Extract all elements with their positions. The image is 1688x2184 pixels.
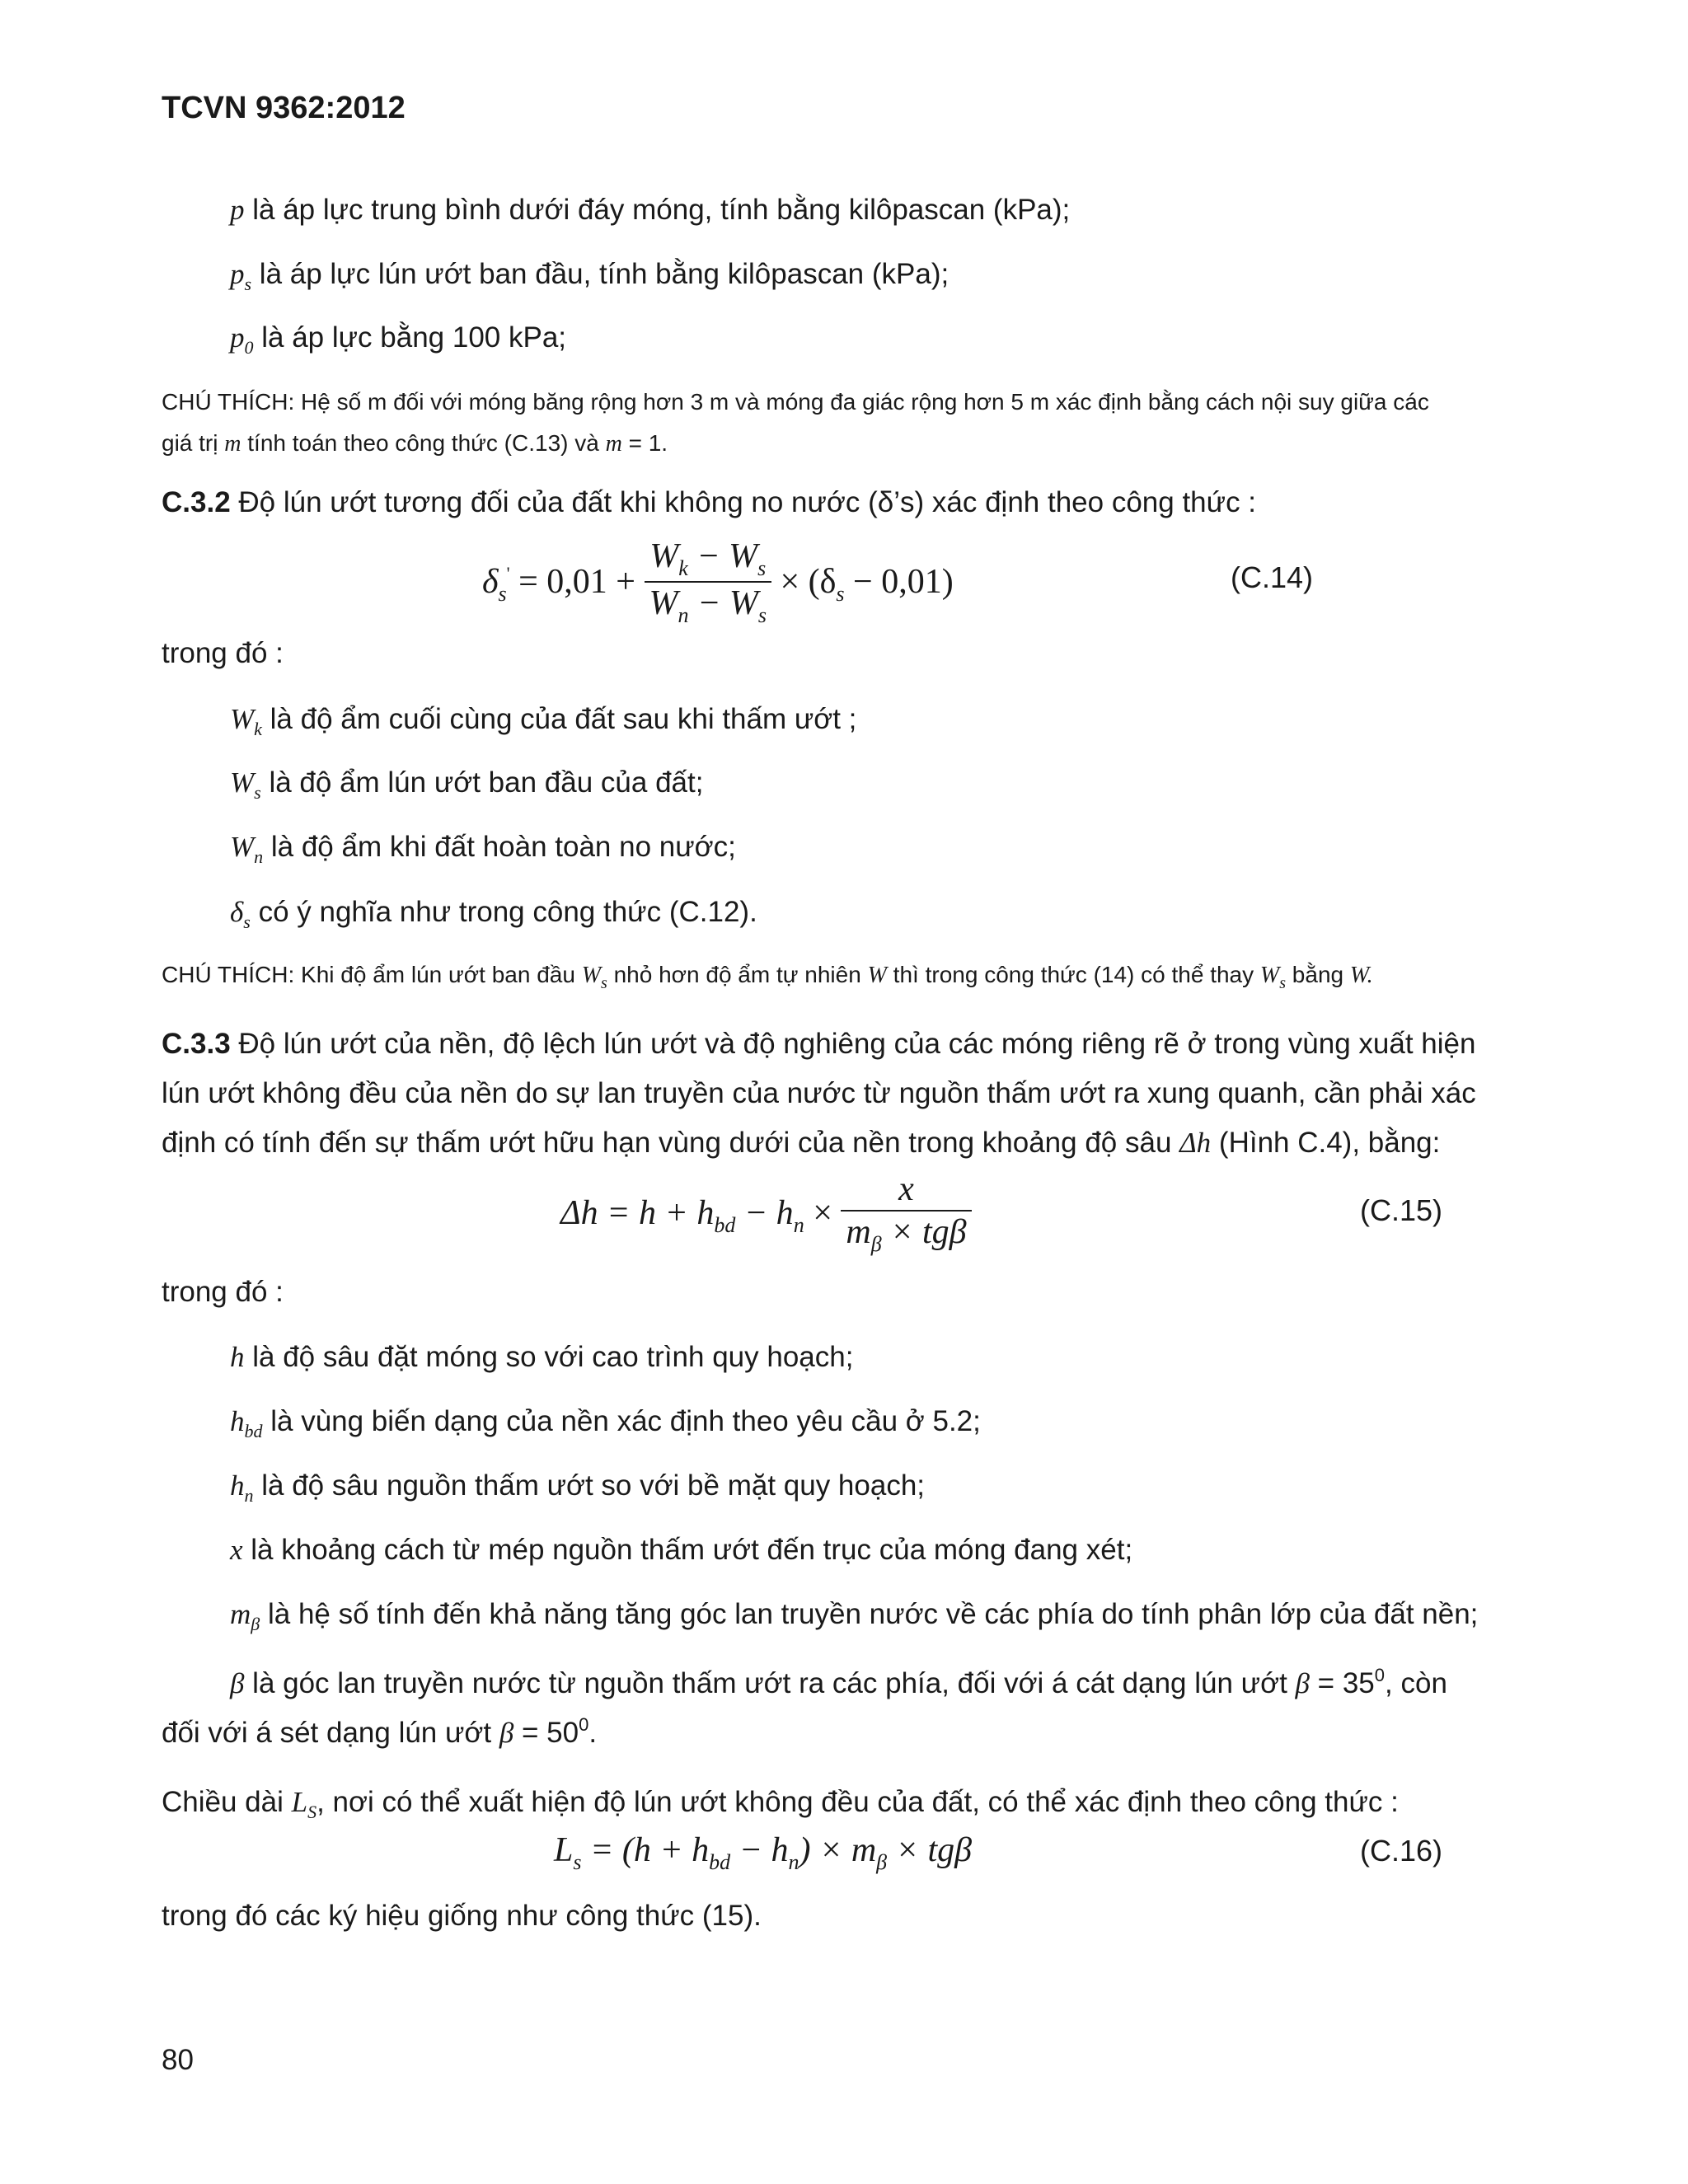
def-text: là hệ số tính đến khả năng tăng góc lan truyền nước về các phía do tính phân lớp của đất nền; [260,1598,1479,1630]
eq-op: × [804,1193,832,1232]
eq-fraction [841,1169,971,1257]
symbol-sub: 0 [244,337,254,358]
symbol: β [230,1667,245,1699]
def-text: là áp lực trung bình dưới đáy móng, tính bằng kilôpascan (kPa); [244,194,1071,226]
eq-sub: s [757,603,767,627]
where-label-2: trong đó : [162,1276,284,1308]
equation-number-c16: (C.16) [1360,1834,1443,1868]
eq-term: − h [730,1831,789,1869]
eq-sub: bd [709,1850,731,1874]
eq-rhs: − 0,01) [844,563,954,601]
def-text: là áp lực bằng 100 kPa; [253,321,567,354]
section-symbol: Δh [1179,1127,1212,1159]
symbol-sub: β [251,1614,260,1634]
section-c32 [162,478,1256,527]
def-text: = 50 [513,1717,579,1749]
equation-c14 [482,536,954,628]
eq-term: ) × m [799,1831,877,1869]
def-text: là góc lan truyền nước từ nguồn thấm ướt ra các phía, đối với á cát dạng lún ướt [244,1667,1296,1699]
def-delta-s [230,888,757,940]
note-text: CHÚ THÍCH: Khi độ ẩm lún ướt ban đầu [162,962,582,987]
note-symbol-sub: s [601,974,607,992]
length-paragraph [162,1778,1399,1830]
eq-sub: n [788,1850,799,1874]
note-symbol: m [224,431,241,457]
eq-sup: ' [506,563,510,583]
def-text: là độ ẩm cuối cùng của đất sau khi thấm ướt ; [261,703,857,735]
note-symbol: W [867,963,887,988]
def-wn [230,823,736,875]
eq-sub: s [573,1850,582,1874]
eq-term: = (h + h [581,1831,710,1869]
superscript: 0 [579,1714,589,1735]
section-label: C.3.3 [162,1028,231,1060]
symbol: W [230,766,255,799]
superscript: 0 [1374,1665,1386,1685]
eq-sub: n [793,1212,804,1237]
eq-sub: s [836,582,845,606]
symbol: p [230,321,245,354]
note-symbol: m [605,431,622,457]
eq-num: − W [687,537,758,575]
def-h [230,1333,853,1382]
def-p [230,185,1070,235]
symbol: W [230,703,255,735]
eq-den: × tgβ [881,1213,967,1251]
section-c33-line-1 [162,1019,1475,1069]
note-text: bằng [1286,962,1350,987]
symbol: p [230,258,245,290]
eq-sub: k [678,556,688,580]
symbol: β [499,1717,514,1749]
def-hbd [230,1397,981,1450]
note-1-line-2 [162,423,668,465]
note-symbol: W [581,963,602,988]
eq-sub: n [678,603,689,627]
def-text: là độ sâu nguồn thấm ướt so với bề mặt quy hoạch; [253,1469,926,1502]
note-text: giá trị [162,430,225,456]
note-2 [162,954,1373,998]
eq-fraction [645,536,771,628]
symbol-sub: bd [244,1421,263,1441]
eq-sub: bd [714,1212,736,1237]
eq-const: = 0,01 + [518,563,635,601]
symbol: p [230,194,245,226]
eq-sub: β [870,1232,882,1256]
eq-rhs: × (δ [780,563,837,601]
symbol: h [230,1341,245,1373]
symbol: L [291,1786,308,1818]
note-text: thì trong công thức (14) có thể thay [886,962,1260,987]
symbol-sub: n [244,1485,254,1506]
def-text: là khoảng cách từ mép nguồn thấm ướt đến trục của móng đang xét; [242,1534,1133,1566]
para-text: Chiều dài [162,1786,292,1818]
page-number: 80 [162,2044,194,2076]
section-c33-line-3 [162,1118,1440,1168]
section-text: định có tính đến sự thấm ướt hữu hạn vùng dưới của nền trong khoảng độ sâu [162,1127,1180,1159]
def-ws [230,758,703,811]
eq-lhs: L [554,1831,574,1869]
note-text: nhỏ hơn độ ẩm tự nhiên [607,962,868,987]
symbol-sub: s [243,912,251,932]
symbol-sub: k [254,719,262,739]
note-symbol: W. [1349,963,1373,988]
symbol-sub: s [244,274,252,294]
eq-sub: s [498,582,507,606]
closing-text: trong đó các ký hiệu giống như công thức (15). [162,1900,762,1932]
where-label-1: trong đó : [162,637,284,669]
symbol-sub: n [254,846,264,867]
def-p0 [230,313,566,366]
equation-number-c15: (C.15) [1360,1193,1443,1227]
def-m-beta [230,1590,1478,1643]
note-text: tính toán theo công thức (C.13) và [241,430,606,456]
section-c33-line-2: lún ướt không đều của nền do sự lan truyền của nước từ nguồn thấm ướt ra xung quanh, cần phải xác [162,1077,1476,1109]
eq-lhs: δ [482,563,499,601]
def-text: là áp lực lún ướt ban đầu, tính bằng kilôpascan (kPa); [251,258,950,290]
def-text: là độ ẩm khi đất hoàn toàn no nước; [263,831,736,863]
eq-term: − h [735,1193,794,1232]
symbol: h [230,1405,245,1437]
symbol: W [230,831,255,863]
section-text: Độ lún ướt tương đối của đất khi không no nước (δ’s) xác định theo công thức : [230,486,1257,518]
def-text: đối với á sét dạng lún ướt [162,1717,499,1749]
def-beta-line-2 [162,1708,597,1761]
eq-den: W [649,584,678,622]
eq-den: m [846,1213,871,1251]
note-symbol-sub: s [1279,974,1287,992]
def-hn [230,1461,925,1514]
eq-lhs: Δh = h + h [560,1193,715,1232]
def-text: . [588,1717,598,1749]
symbol-sub: S [307,1802,317,1822]
symbol: x [230,1534,243,1566]
equation-c15 [560,1169,972,1257]
standard-header: TCVN 9362:2012 [162,91,406,125]
section-text: Độ lún ướt của nền, độ lệch lún ướt và độ nghiêng của các móng riêng rẽ ở trong vùng xuất hiện [230,1028,1476,1060]
def-text: là vùng biến dạng của nền xác định theo yêu cầu ở 5.2; [262,1405,981,1437]
eq-sub: s [757,556,767,580]
para-text: , nơi có thể xuất hiện độ lún ướt không đều của đất, có thể xác định theo công thức : [316,1786,1399,1818]
eq-num: W [649,537,679,575]
equation-number-c14: (C.14) [1231,560,1314,594]
section-text: (Hình C.4), bằng: [1211,1127,1441,1159]
note-symbol: W [1259,963,1280,988]
def-beta-line-1 [230,1659,1447,1712]
eq-den: − W [688,584,758,622]
def-text: , còn [1385,1667,1447,1699]
symbol: β [1295,1667,1310,1699]
eq-term: × tgβ [887,1831,973,1869]
def-text: có ý nghĩa như trong công thức (C.12). [250,896,757,928]
note-1-line-1: CHÚ THÍCH: Hệ số m đối với móng băng rộng hơn 3 m và móng đa giác rộng hơn 5 m xác định bằng cách nội suy giữa các [162,389,1429,415]
def-ps [230,250,949,302]
symbol: δ [230,896,244,928]
symbol-sub: s [254,782,261,803]
eq-num: x [898,1170,914,1208]
symbol: h [230,1469,245,1502]
equation-c16 [554,1825,972,1879]
def-text: là độ sâu đặt móng so với cao trình quy hoạch; [244,1341,854,1373]
def-text: là độ ẩm lún ướt ban đầu của đất; [260,766,704,799]
symbol: m [230,1598,251,1630]
eq-sub: β [876,1850,888,1874]
note-text: = 1. [621,430,668,456]
def-wk [230,695,856,748]
section-label: C.3.2 [162,486,231,518]
def-text: = 35 [1309,1667,1375,1699]
def-x [230,1526,1132,1575]
